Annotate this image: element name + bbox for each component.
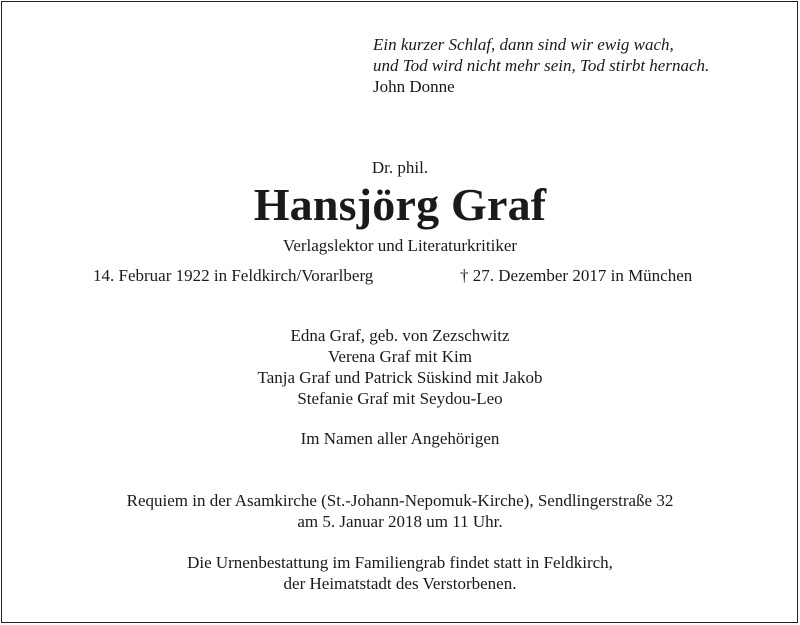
requiem-info (0, 490, 800, 532)
epigraph-quote (373, 34, 709, 97)
quote-line: Ein kurzer Schlaf, dann sind wir ewig wach, (373, 35, 674, 54)
mourner: Stefanie Graf mit Seydou-Leo (297, 389, 503, 408)
mourners-list (0, 325, 800, 409)
birth-date: 14. Februar 1922 in Feldkirch/Vorarlberg (93, 266, 374, 285)
requiem-line: am 5. Januar 2018 um 11 Uhr. (297, 512, 503, 531)
death-date: † 27. Dezember 2017 in München (460, 266, 693, 285)
burial-info (0, 552, 800, 594)
deceased-name: Hansjörg Graf (253, 179, 547, 230)
academic-title: Dr. phil. (371, 158, 429, 177)
profession: Verlagslektor und Literaturkritiker (282, 236, 518, 255)
burial-line: Die Urnenbestattung im Familiengrab findet statt in Feldkirch, (187, 553, 613, 572)
quote-line: und Tod wird nicht mehr sein, Tod stirbt hernach. (373, 56, 710, 75)
burial-line: der Heimatstadt des Verstorbenen. (283, 574, 517, 593)
mourner: Tanja Graf und Patrick Süskind mit Jakob (257, 368, 543, 387)
mourner: Edna Graf, geb. von Zezschwitz (290, 326, 510, 345)
quote-author: John Donne (373, 77, 455, 96)
on-behalf-line: Im Namen aller Angehörigen (300, 429, 500, 448)
requiem-line: Requiem in der Asamkirche (St.-Johann-Nepomuk-Kirche), Sendlingerstraße 32 (126, 491, 674, 510)
mourner: Verena Graf mit Kim (328, 347, 472, 366)
